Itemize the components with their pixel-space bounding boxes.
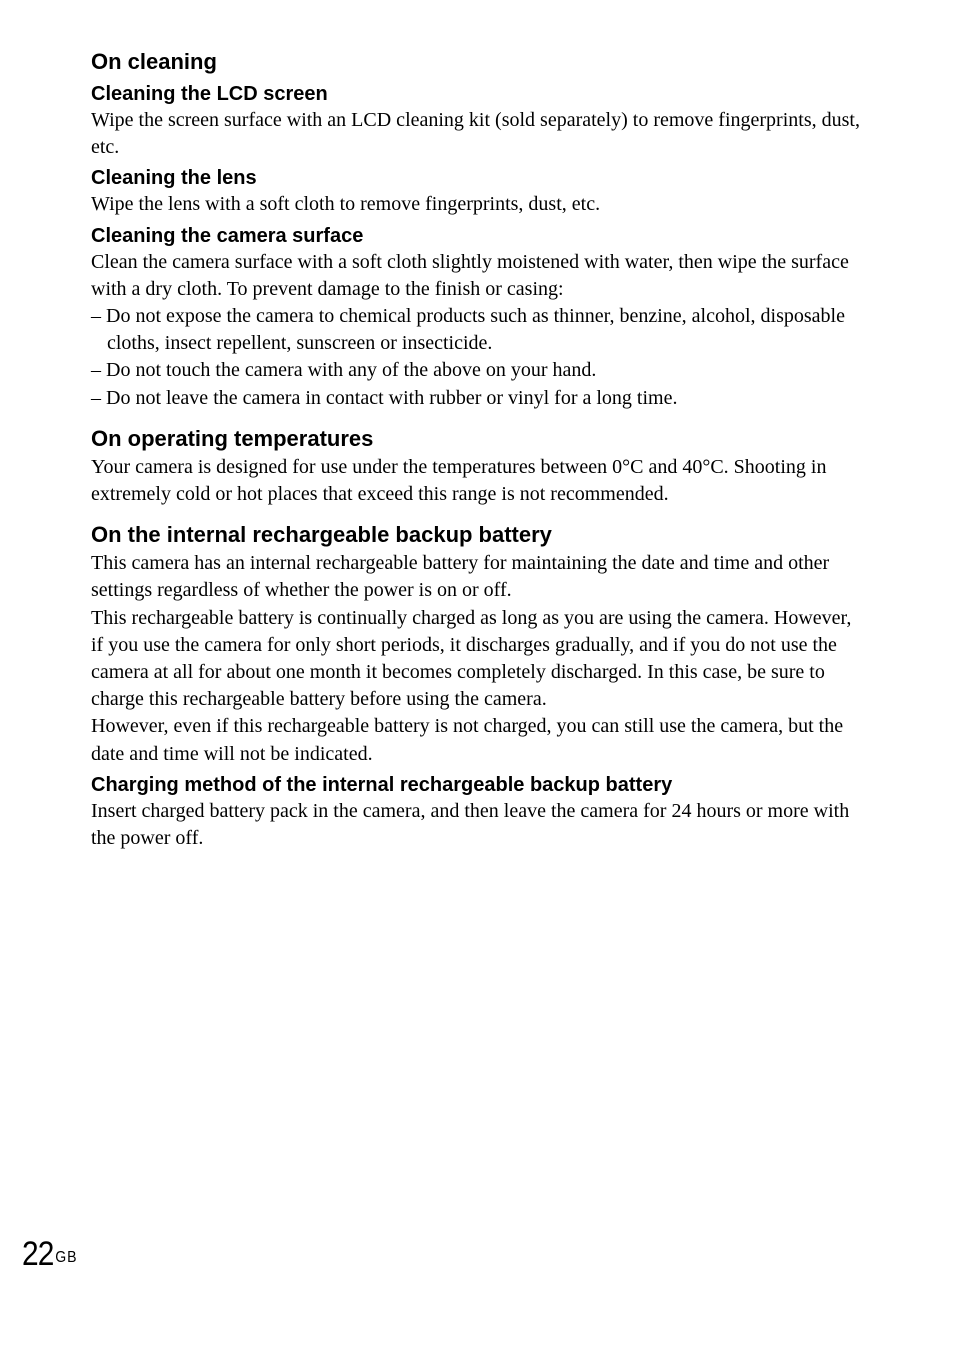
list-item: – Do not leave the camera in contact with rubber or vinyl for a long time. [91, 386, 678, 409]
temperatures-text: Your camera is designed for use under the temperatures between 0°C and 40°C. Shooting in extremely cold or hot places that exceed this range is not recommended. [91, 455, 827, 506]
battery-paragraph: This rechargeable battery is continually charged as long as you are using the camera. However, if you use the camera for only short periods, it discharges gradually, and if you do not use the camera at all for about one month it becomes completely discharged. In this case, be sure to charge this rechargeable battery before using the camera. [91, 606, 852, 711]
list-item: – Do not touch the camera with any of the above on your hand. [91, 359, 597, 382]
battery-paragraph: However, even if this rechargeable battery is not charged, you can still use the camera, but the date and time will not be indicated. [91, 715, 844, 765]
page-number-suffix: GB [55, 1249, 78, 1266]
subsection-title-lens: Cleaning the lens [91, 167, 257, 190]
page-number [22, 1234, 77, 1274]
section-title-temperatures: On operating temperatures [91, 425, 374, 451]
charging-text: Insert charged battery pack in the camera, and then leave the camera for 24 hours or more with the power off. [91, 799, 850, 850]
subsection-title-surface: Cleaning the camera surface [91, 224, 364, 247]
section-title-cleaning: On cleaning [91, 49, 217, 74]
lcd-cleaning-text: Wipe the screen surface with an LCD cleaning kit (sold separately) to remove fingerprints, dust, etc. [91, 109, 860, 159]
page-content [91, 47, 861, 852]
section-title-battery: On the internal rechargeable backup battery [91, 522, 552, 548]
subsection-title-charging: Charging method of the internal rechargeable backup battery [91, 773, 673, 796]
surface-cleaning-text: Clean the camera surface with a soft cloth slightly moistened with water, then wipe the surface with a dry cloth. To prevent damage to the finish or casing: [91, 250, 849, 300]
page-number-value: 22 [22, 1235, 54, 1273]
battery-paragraph: This camera has an internal rechargeable battery for maintaining the date and time and other settings regardless of whether the power is on or off. [91, 552, 830, 602]
list-item: – Do not expose the camera to chemical products such as thinner, benzine, alcohol, disposable cloths, insect repellent, sunscreen or insecticide. [91, 305, 845, 355]
subsection-title-lcd: Cleaning the LCD screen [91, 83, 328, 105]
lens-cleaning-text: Wipe the lens with a soft cloth to remove fingerprints, dust, etc. [91, 193, 601, 216]
